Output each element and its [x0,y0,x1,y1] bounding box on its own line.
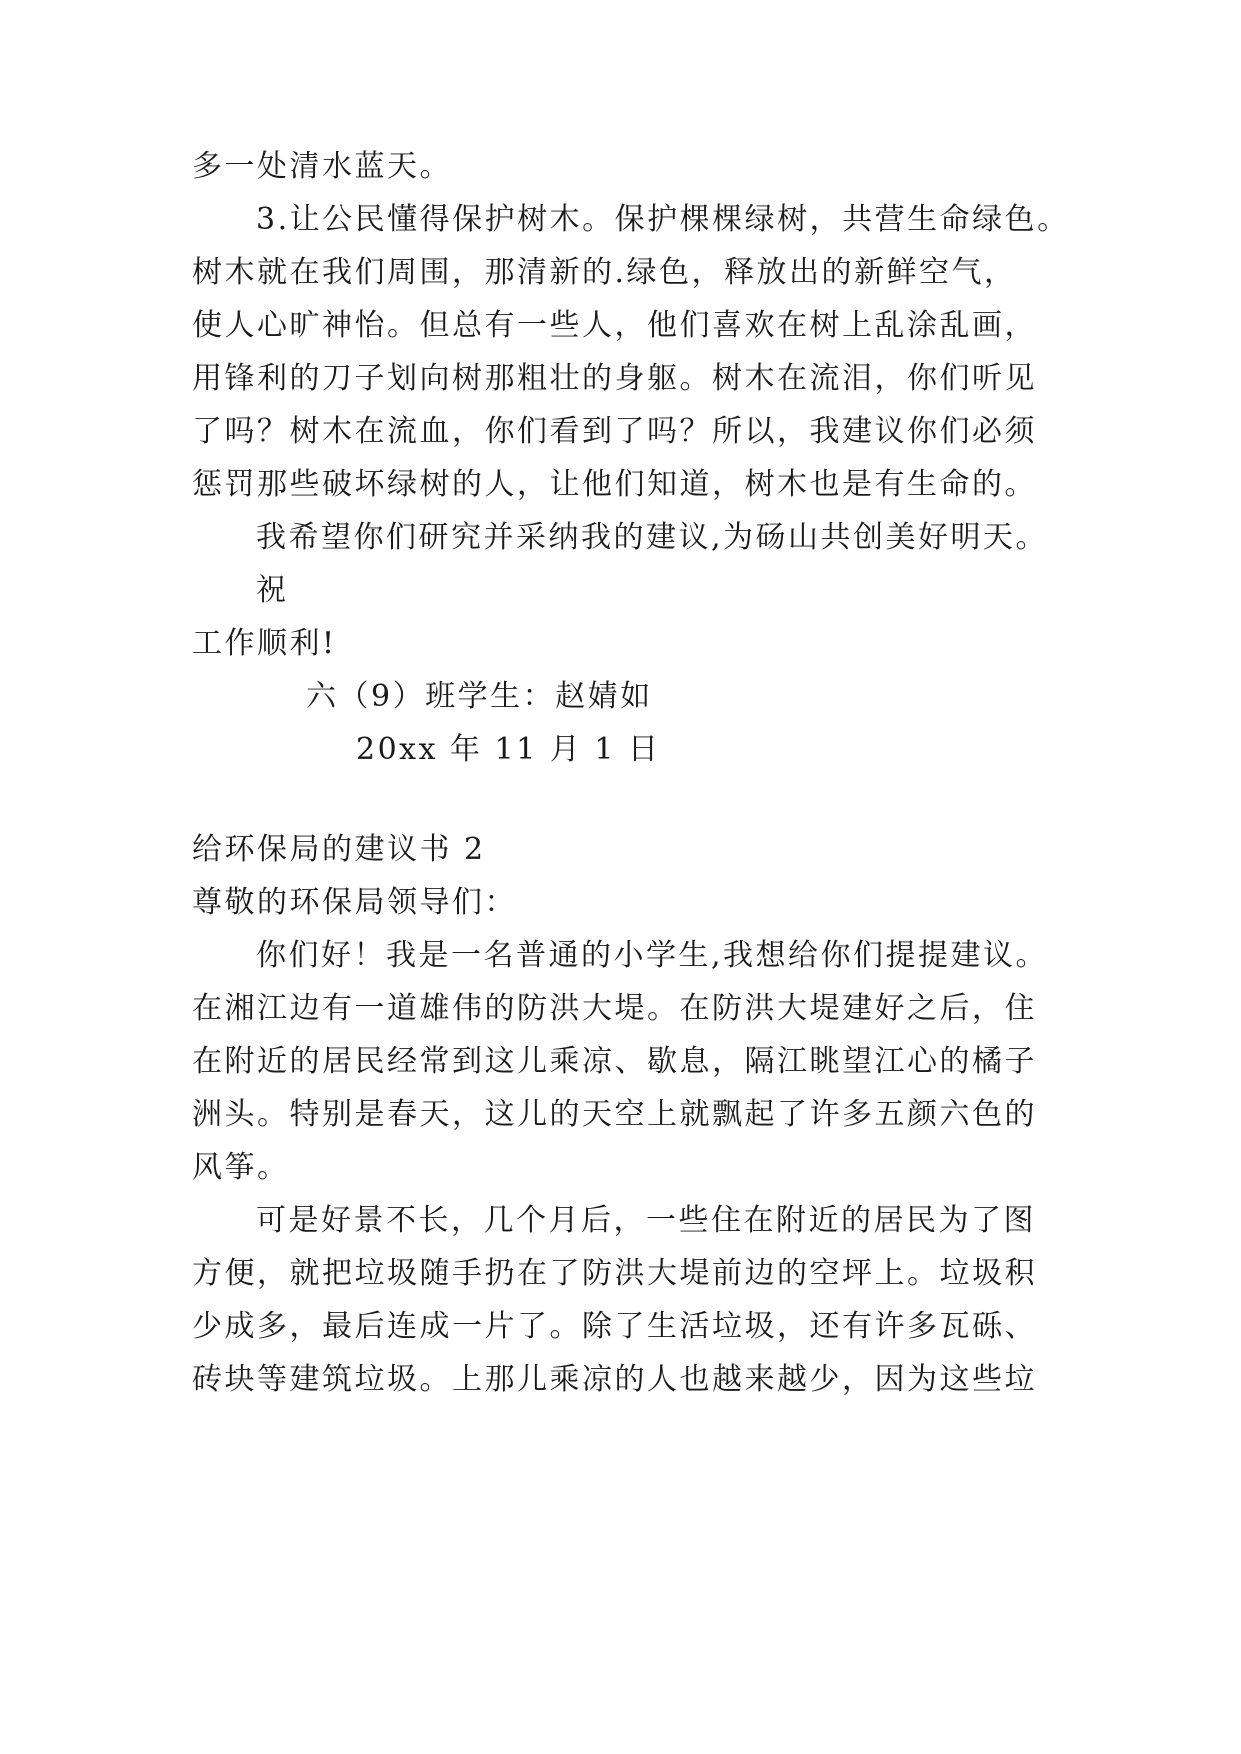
text-line: 多一处清水蓝天。 [192,149,452,184]
text-line: 我希望你们研究并采纳我的建议,为砀山共创美好明天。 [256,520,1049,555]
text-line: 风筝。 [192,1150,290,1185]
text-line: 方便，就把垃圾随手扔在了防洪大堤前边的空坪上。垃圾积 [192,1256,1037,1291]
closing-greeting: 祝 [256,573,289,608]
text-line: 你们好！我是一名普通的小学生,我想给你们提提建议。 [256,938,1049,973]
signature: 六（9）班学生：赵婧如 [306,679,653,714]
text-line: 树木就在我们周围，那清新的.绿色，释放出的新鲜空气， [192,255,1017,290]
text-line: 3.让公民懂得保护树木。保护棵棵绿树，共营生命绿色。 [256,202,1070,237]
text-line: 可是好景不长，几个月后，一些住在附近的居民为了图 [256,1203,1036,1238]
closing-wish: 工作顺利! [192,626,337,661]
salutation: 尊敬的环保局领导们： [192,885,517,920]
text-line: 在湘江边有一道雄伟的防洪大堤。在防洪大堤建好之后，住 [192,991,1037,1026]
letter-title: 给环保局的建议书 2 [192,832,486,867]
text-line: 在附近的居民经常到这儿乘凉、歇息，隔江眺望江心的橘子 [192,1044,1037,1079]
text-line: 使人心旷神怡。但总有一些人，他们喜欢在树上乱涂乱画， [192,308,1037,343]
text-line: 砖块等建筑垃圾。上那儿乘凉的人也越来越少，因为这些垃 [192,1362,1037,1397]
text-line: 用锋利的刀子划向树那粗壮的身躯。树木在流泪，你们听见 [192,361,1037,396]
text-line: 了吗？树木在流血，你们看到了吗？所以，我建议你们必须 [192,414,1037,449]
date-line: 20xx 年 11 月 1 日 [356,732,661,767]
text-line: 惩罚那些破坏绿树的人，让他们知道，树木也是有生命的。 [192,467,1037,502]
text-line: 洲头。特别是春天，这儿的天空上就飘起了许多五颜六色的 [192,1097,1037,1132]
text-line: 少成多，最后连成一片了。除了生活垃圾，还有许多瓦砾、 [192,1309,1037,1344]
